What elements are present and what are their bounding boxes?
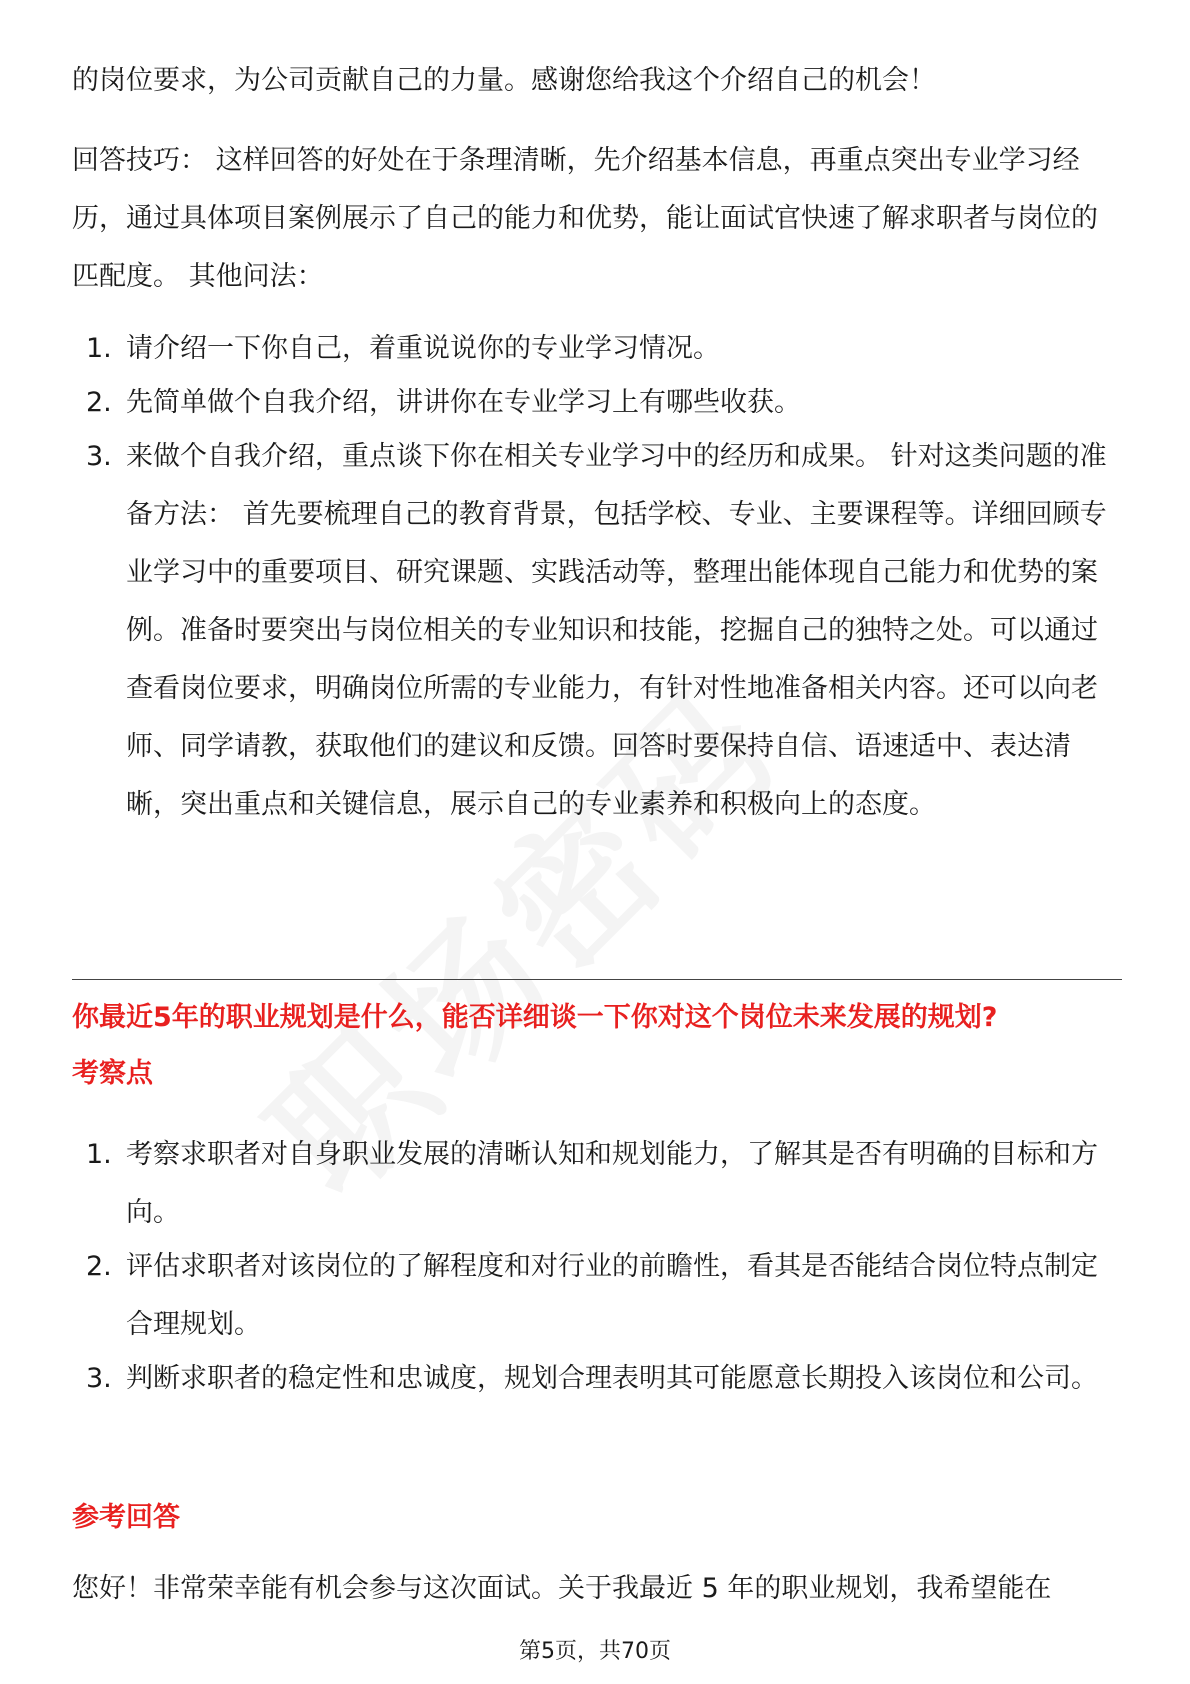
list-item: 3. 判断求职者的稳定性和忠诚度，规划合理表明其可能愿意长期投入该岗位和公司。	[86, 1363, 1098, 1394]
section-divider	[72, 979, 1122, 980]
list-item: 2. 评估求职者对该岗位的了解程度和对行业的前瞻性，看其是否能结合岗位特点制定合理规划。	[86, 1251, 1098, 1340]
answer-tips-paragraph: 回答技巧： 这样回答的好处在于条理清晰，先介绍基本信息，再重点突出专业学习经历，通过具体项目案例展示了自己的能力和优势，能让面试官快速了解求职者与岗位的匹配度。 其他问法：	[72, 145, 1098, 292]
reference-answer-heading: 参考回答	[72, 1502, 180, 1533]
list-item: 1. 考察求职者对自身职业发展的清晰认知和规划能力，了解其是否有明确的目标和方向。	[86, 1139, 1098, 1228]
reference-answer-paragraph: 您好！非常荣幸能有机会参与这次面试。关于我最近 5 年的职业规划，我希望能在	[72, 1573, 1052, 1604]
list-item: 2. 先简单做个自我介绍，讲讲你在专业学习上有哪些收获。	[86, 387, 801, 418]
list-item: 3. 来做个自我介绍，重点谈下你在相关专业学习中的经历和成果。 针对这类问题的准备方法： 首先要梳理自己的教育背景，包括学校、专业、主要课程等。详细回顾专业学习中的重要项目、研究课题、实践活动等，整理出能体现自己能力和优势的案例。准备时要突出与岗位相关的专业知识和技能，挖掘自己的独特之处。可以通过查看岗位要求，明确岗位所需的专业能力，有针对性地准备相关内容。还可以向老师、同学请教，获取他们的建议和反馈。回答时要保持自信、语速适中、表达清晰，突出重点和关键信息，展示自己的专业素养和积极向上的态度。	[86, 441, 1107, 820]
alternative-questions-list	[72, 320, 1122, 834]
exam-points-list	[72, 1126, 1122, 1408]
intro-paragraph-end: 的岗位要求，为公司贡献自己的力量。感谢您给我这个介绍自己的机会！	[72, 65, 936, 96]
page-number-footer: 第5页，共70页	[519, 1639, 671, 1664]
question-title: 你最近5年的职业规划是什么，能否详细谈一下你对这个岗位未来发展的规划?	[72, 1002, 998, 1033]
exam-points-heading: 考察点	[72, 1058, 153, 1089]
list-item: 1. 请介绍一下你自己，着重说说你的专业学习情况。	[86, 333, 720, 364]
